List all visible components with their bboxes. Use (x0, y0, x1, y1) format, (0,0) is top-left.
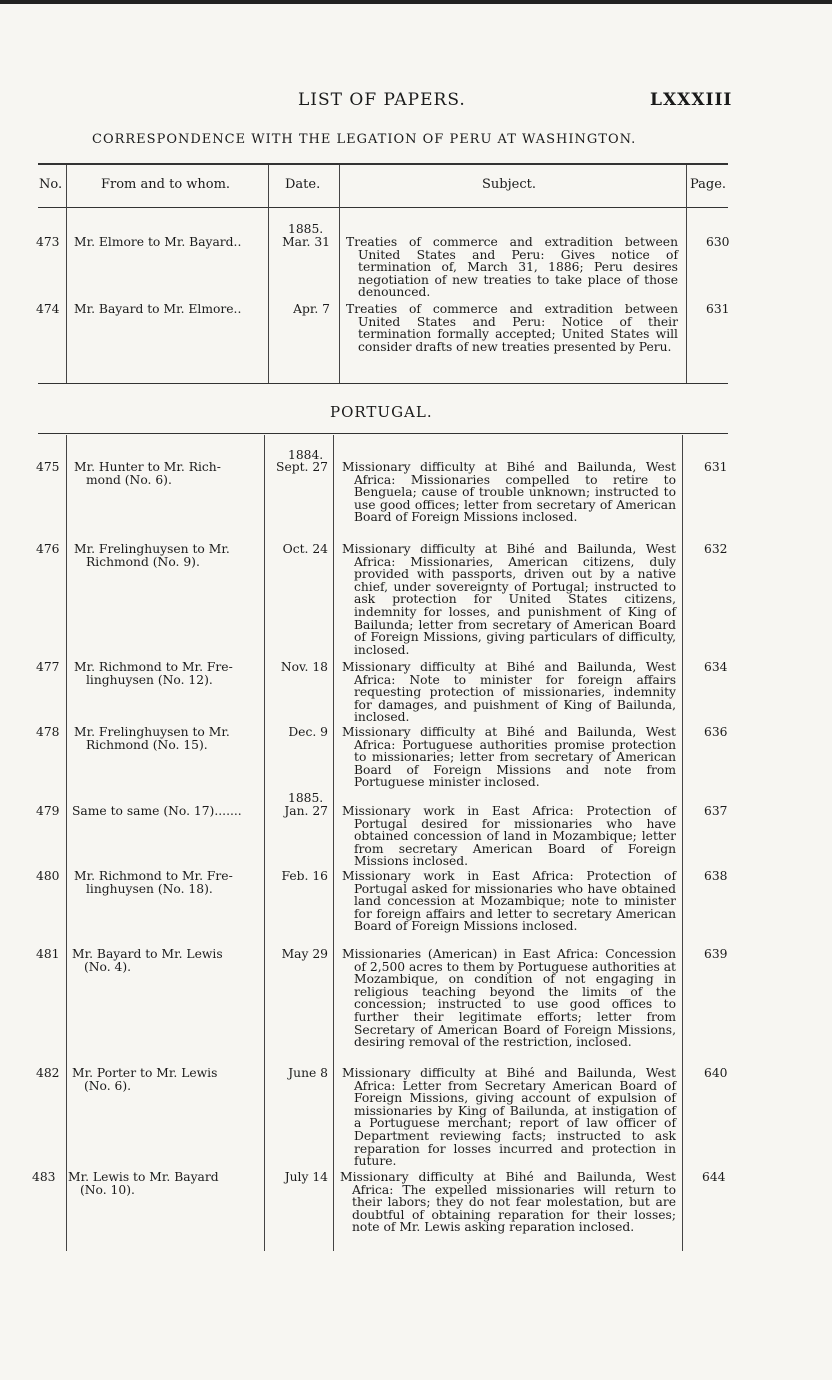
row-subject: Missionary difficulty at Bihé and Bailunda, West Africa: Missionaries, American citizens, duly provided with passports, driven out by a native chief, under sovereignty of Portugal; instructed to ask protection for United States citizens, indemnity for losses, and punishment of King of Bailunda; letter from secretary of American Board of Foreign Missions, giving particulars of difficulty, inclosed. (342, 542, 676, 657)
row-date: Mar. 31 (282, 235, 330, 249)
correspondents: Mr. Richmond to Mr. Fre- linghuysen (No. 18). (74, 869, 233, 896)
column-divider (66, 435, 67, 1251)
year-label: 1884. (288, 448, 324, 462)
row-date: July 14 (284, 1170, 328, 1184)
table-bottom-rule (38, 383, 728, 384)
row-number: 481 (36, 947, 60, 961)
row-page: 637 (704, 804, 728, 818)
correspondents: Mr. Frelinghuysen to Mr. Richmond (No. 9). (74, 542, 230, 569)
row-date: Nov. 18 (280, 660, 328, 674)
row-number: 473 (36, 235, 60, 249)
correspondents: Mr. Elmore to Mr. Bayard.. (74, 235, 242, 249)
column-divider (686, 165, 687, 383)
row-subject: Missionary difficulty at Bihé and Bailunda, West Africa: The expelled missionaries will return to their labors; they do not fear molestation, but are doubtful of obtaining reparation for their losses; note of Mr. Lewis asking reparation inclosed. (340, 1170, 676, 1235)
top-rule (0, 0, 832, 4)
correspondents: Mr. Hunter to Mr. Rich- mond (No. 6). (74, 460, 221, 487)
correspondents: Mr. Lewis to Mr. Bayard (No. 10). (68, 1170, 219, 1197)
row-subject: Missionary difficulty at Bihé and Bailunda, West Africa: Portuguese authorities promise protection to missionaries; letter from secretary of American Board of Foreign Missions and note from Portuguese minister inclosed. (342, 725, 676, 790)
correspondents: Same to same (No. 17)....... (72, 804, 242, 818)
year-label: 1885. (288, 791, 324, 805)
column-divider (66, 165, 67, 383)
row-number: 479 (36, 804, 60, 818)
column-header-date: Date. (285, 177, 321, 192)
row-page: 644 (702, 1170, 726, 1184)
row-subject: Missionary difficulty at Bihé and Bailunda, West Africa: Letter from Secretary American Board of Foreign Missions, giving account of expulsion of missionaries by King of Bailunda, at instigation of a Portuguese merchant; report of law officer of Department reviewing facts; instructed to ask reparation for losses incurred and protection in future. (342, 1066, 676, 1169)
row-number: 480 (36, 869, 60, 883)
row-date: Apr. 7 (293, 302, 330, 316)
row-date: Oct. 24 (282, 542, 328, 556)
row-page: 631 (704, 460, 728, 474)
row-date: Dec. 9 (288, 725, 328, 739)
row-number: 477 (36, 660, 60, 674)
row-date: June 8 (288, 1066, 328, 1080)
row-number: 483 (32, 1170, 56, 1184)
column-header-page: Page. (690, 177, 727, 192)
row-number: 476 (36, 542, 60, 556)
row-subject: Missionaries (American) in East Africa: Concession of 2,500 acres to them by Portuguese authorities at Mozambique, on condition of not engaging in religious teaching beyond the limits of the concession; instructed to use good offices to further their legitimate efforts; letter from Secretary of American Board of Foreign Missions, desiring removal of the restriction, inclosed. (342, 947, 676, 1050)
row-date: Feb. 16 (281, 869, 328, 883)
table-top-rule (38, 163, 728, 165)
row-date: May 29 (281, 947, 328, 961)
row-date: Sept. 27 (276, 460, 328, 474)
row-page: 638 (704, 869, 728, 883)
row-page: 636 (704, 725, 728, 739)
column-divider (268, 165, 269, 383)
correspondents: Mr. Bayard to Mr. Elmore.. (74, 302, 242, 316)
row-subject: Treaties of commerce and extradition between United States and Peru: Gives notice of termination of, March 31, 1886; Peru desires negotiation of new treaties to take place of those denounced. (346, 235, 678, 300)
column-divider (339, 165, 340, 383)
section-title-peru: CORRESPONDENCE WITH THE LEGATION OF PERU AT WASHINGTON. (92, 132, 637, 147)
correspondents: Mr. Bayard to Mr. Lewis (No. 4). (72, 947, 223, 974)
column-divider (264, 435, 265, 1251)
row-subject: Treaties of commerce and extradition between United States and Peru: Notice of their termination formally accepted; United States will consider drafts of new treaties presented by Peru. (346, 302, 678, 354)
row-page: 639 (704, 947, 728, 961)
section-title-portugal: PORTUGAL. (330, 403, 433, 421)
row-subject: Missionary work in East Africa: Protection of Portugal desired for missionaries who have obtained concession of land in Mozambique; letter from secretary American Board of Foreign Missions inclosed. (342, 804, 676, 869)
row-page: 634 (704, 660, 728, 674)
correspondents: Mr. Porter to Mr. Lewis (No. 6). (72, 1066, 218, 1093)
row-page: 640 (704, 1066, 728, 1080)
page-title: LIST OF PAPERS. (298, 90, 466, 110)
row-subject: Missionary work in East Africa: Protection of Portugal asked for missionaries who have obtained land concession at Mozambique; note to minister for foreign affairs and letter to secretary American Board of Foreign Missions inclosed. (342, 869, 676, 934)
column-header-subject: Subject. (482, 177, 536, 192)
row-number: 478 (36, 725, 60, 739)
column-header-from: From and to whom. (101, 177, 231, 192)
row-number: 482 (36, 1066, 60, 1080)
row-number: 475 (36, 460, 60, 474)
year-label: 1885. (288, 222, 324, 236)
column-divider (682, 435, 683, 1251)
section-top-rule (38, 433, 728, 434)
header-bottom-rule (38, 207, 728, 208)
row-subject: Missionary difficulty at Bihé and Bailunda, West Africa: Note to minister for foreign affairs requesting protection of missionaries, indemnity for damages, and puishment of King of Bailunda, inclosed. (342, 660, 676, 725)
page-number: LXXXIII (650, 90, 733, 110)
column-header-no: No. (39, 177, 63, 192)
row-date: Jan. 27 (284, 804, 328, 818)
correspondents: Mr. Frelinghuysen to Mr. Richmond (No. 15). (74, 725, 230, 752)
row-subject: Missionary difficulty at Bihé and Bailunda, West Africa: Missionaries compelled to retire to Benguela; cause of trouble unknown; instructed to use good offices; letter from secretary of American Board of Foreign Missions inclosed. (342, 460, 676, 525)
correspondents: Mr. Richmond to Mr. Fre- linghuysen (No. 12). (74, 660, 233, 687)
row-page: 630 (706, 235, 730, 249)
row-number: 474 (36, 302, 60, 316)
row-page: 631 (706, 302, 730, 316)
row-page: 632 (704, 542, 728, 556)
column-divider (333, 435, 334, 1251)
